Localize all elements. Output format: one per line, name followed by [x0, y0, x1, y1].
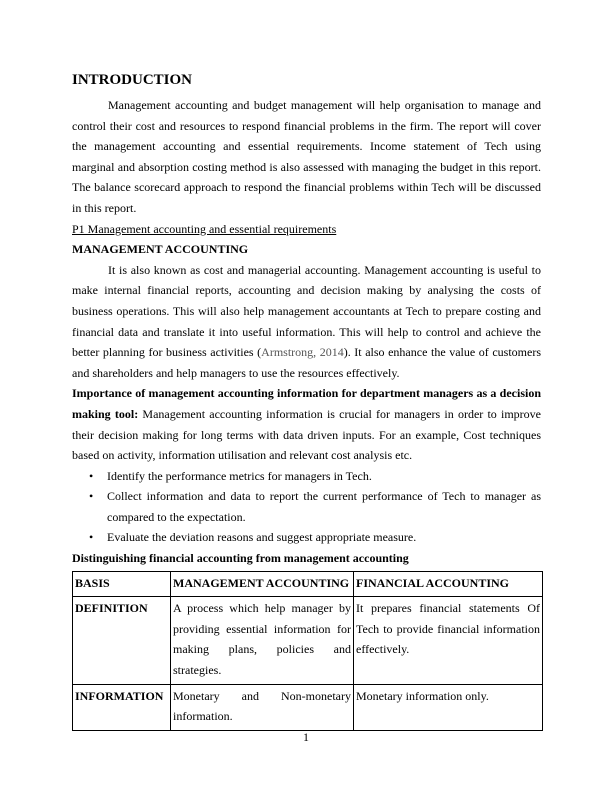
bullet-icon: • — [89, 530, 94, 545]
importance-lead: Importance of management accounting information for department managers as a decision making tool: — [72, 386, 541, 421]
row-management: A process which help manager by providing essential information for making plans, policies and strategies. — [171, 597, 354, 684]
table-header-row — [73, 571, 543, 597]
list-item: • Identify the performance metrics for managers in Tech. — [107, 466, 541, 487]
p1-heading: P1 Management accounting and essential requirements — [72, 221, 337, 236]
importance-body: Management accounting information is crucial for managers in order to improve their decision making for long terms with data driven inputs. For an example, Cost techniques based on activity, information utilisation and relevant cost analysis etc. — [72, 406, 541, 463]
paragraph-text-part-1: It is also known as cost and managerial accounting. Management accounting is useful to make internal financial reports, accounting and decision making by analysing the costs of business operations. This will also help management accountants at Tech to prepare costing and financial data and translate it into useful information. This will help to control and achieve the better planning for business activities ( — [72, 262, 541, 360]
comparison-heading: Distinguishing financial accounting from management accounting — [72, 551, 409, 566]
table-row — [73, 597, 543, 684]
list-item: • Evaluate the deviation reasons and suggest appropriate measure. — [107, 527, 541, 548]
management-accounting-heading: MANAGEMENT ACCOUNTING — [72, 242, 249, 257]
column-header-basis: BASIS — [73, 571, 171, 597]
column-header-financial: FINANCIAL ACCOUNTING — [354, 571, 543, 597]
row-basis: DEFINITION — [73, 597, 171, 684]
list-item: • Collect information and data to report the current performance of Tech to manager as compared to the expectation. — [107, 486, 541, 527]
table-row — [73, 684, 543, 730]
bullet-list — [72, 466, 541, 548]
management-accounting-paragraph — [72, 260, 541, 384]
row-financial: Monetary information only. — [354, 684, 543, 730]
citation: Armstrong, 2014 — [261, 345, 344, 360]
bullet-icon: • — [89, 468, 94, 483]
row-basis: INFORMATION — [73, 684, 171, 730]
column-header-management: MANAGEMENT ACCOUNTING — [171, 571, 354, 597]
row-financial: It prepares financial statements Of Tech to provide financial information effectively. — [354, 597, 543, 684]
intro-paragraph: Management accounting and budget management will help organisation to manage and control their cost and resources to respond financial problems in the firm. The report will cover the management accounting and essential requirements. Income statement of Tech using marginal and absorption costing method is also assessed with managing the budget in this report. The balance scorecard approach to respond the financial problems within Tech will be discussed in this report. — [72, 98, 541, 215]
row-management: Monetary and Non-monetary information. — [171, 684, 354, 730]
paragraph-text-part-2: ). It also enhance the value of customers and shareholders and help managers to use the resources effectively. — [72, 345, 541, 380]
page-number: 1 — [303, 730, 309, 744]
bullet-icon: • — [89, 489, 94, 504]
importance-paragraph — [72, 383, 541, 465]
document-page — [72, 70, 541, 731]
comparison-table — [72, 571, 543, 731]
intro-title: INTRODUCTION — [72, 72, 193, 88]
